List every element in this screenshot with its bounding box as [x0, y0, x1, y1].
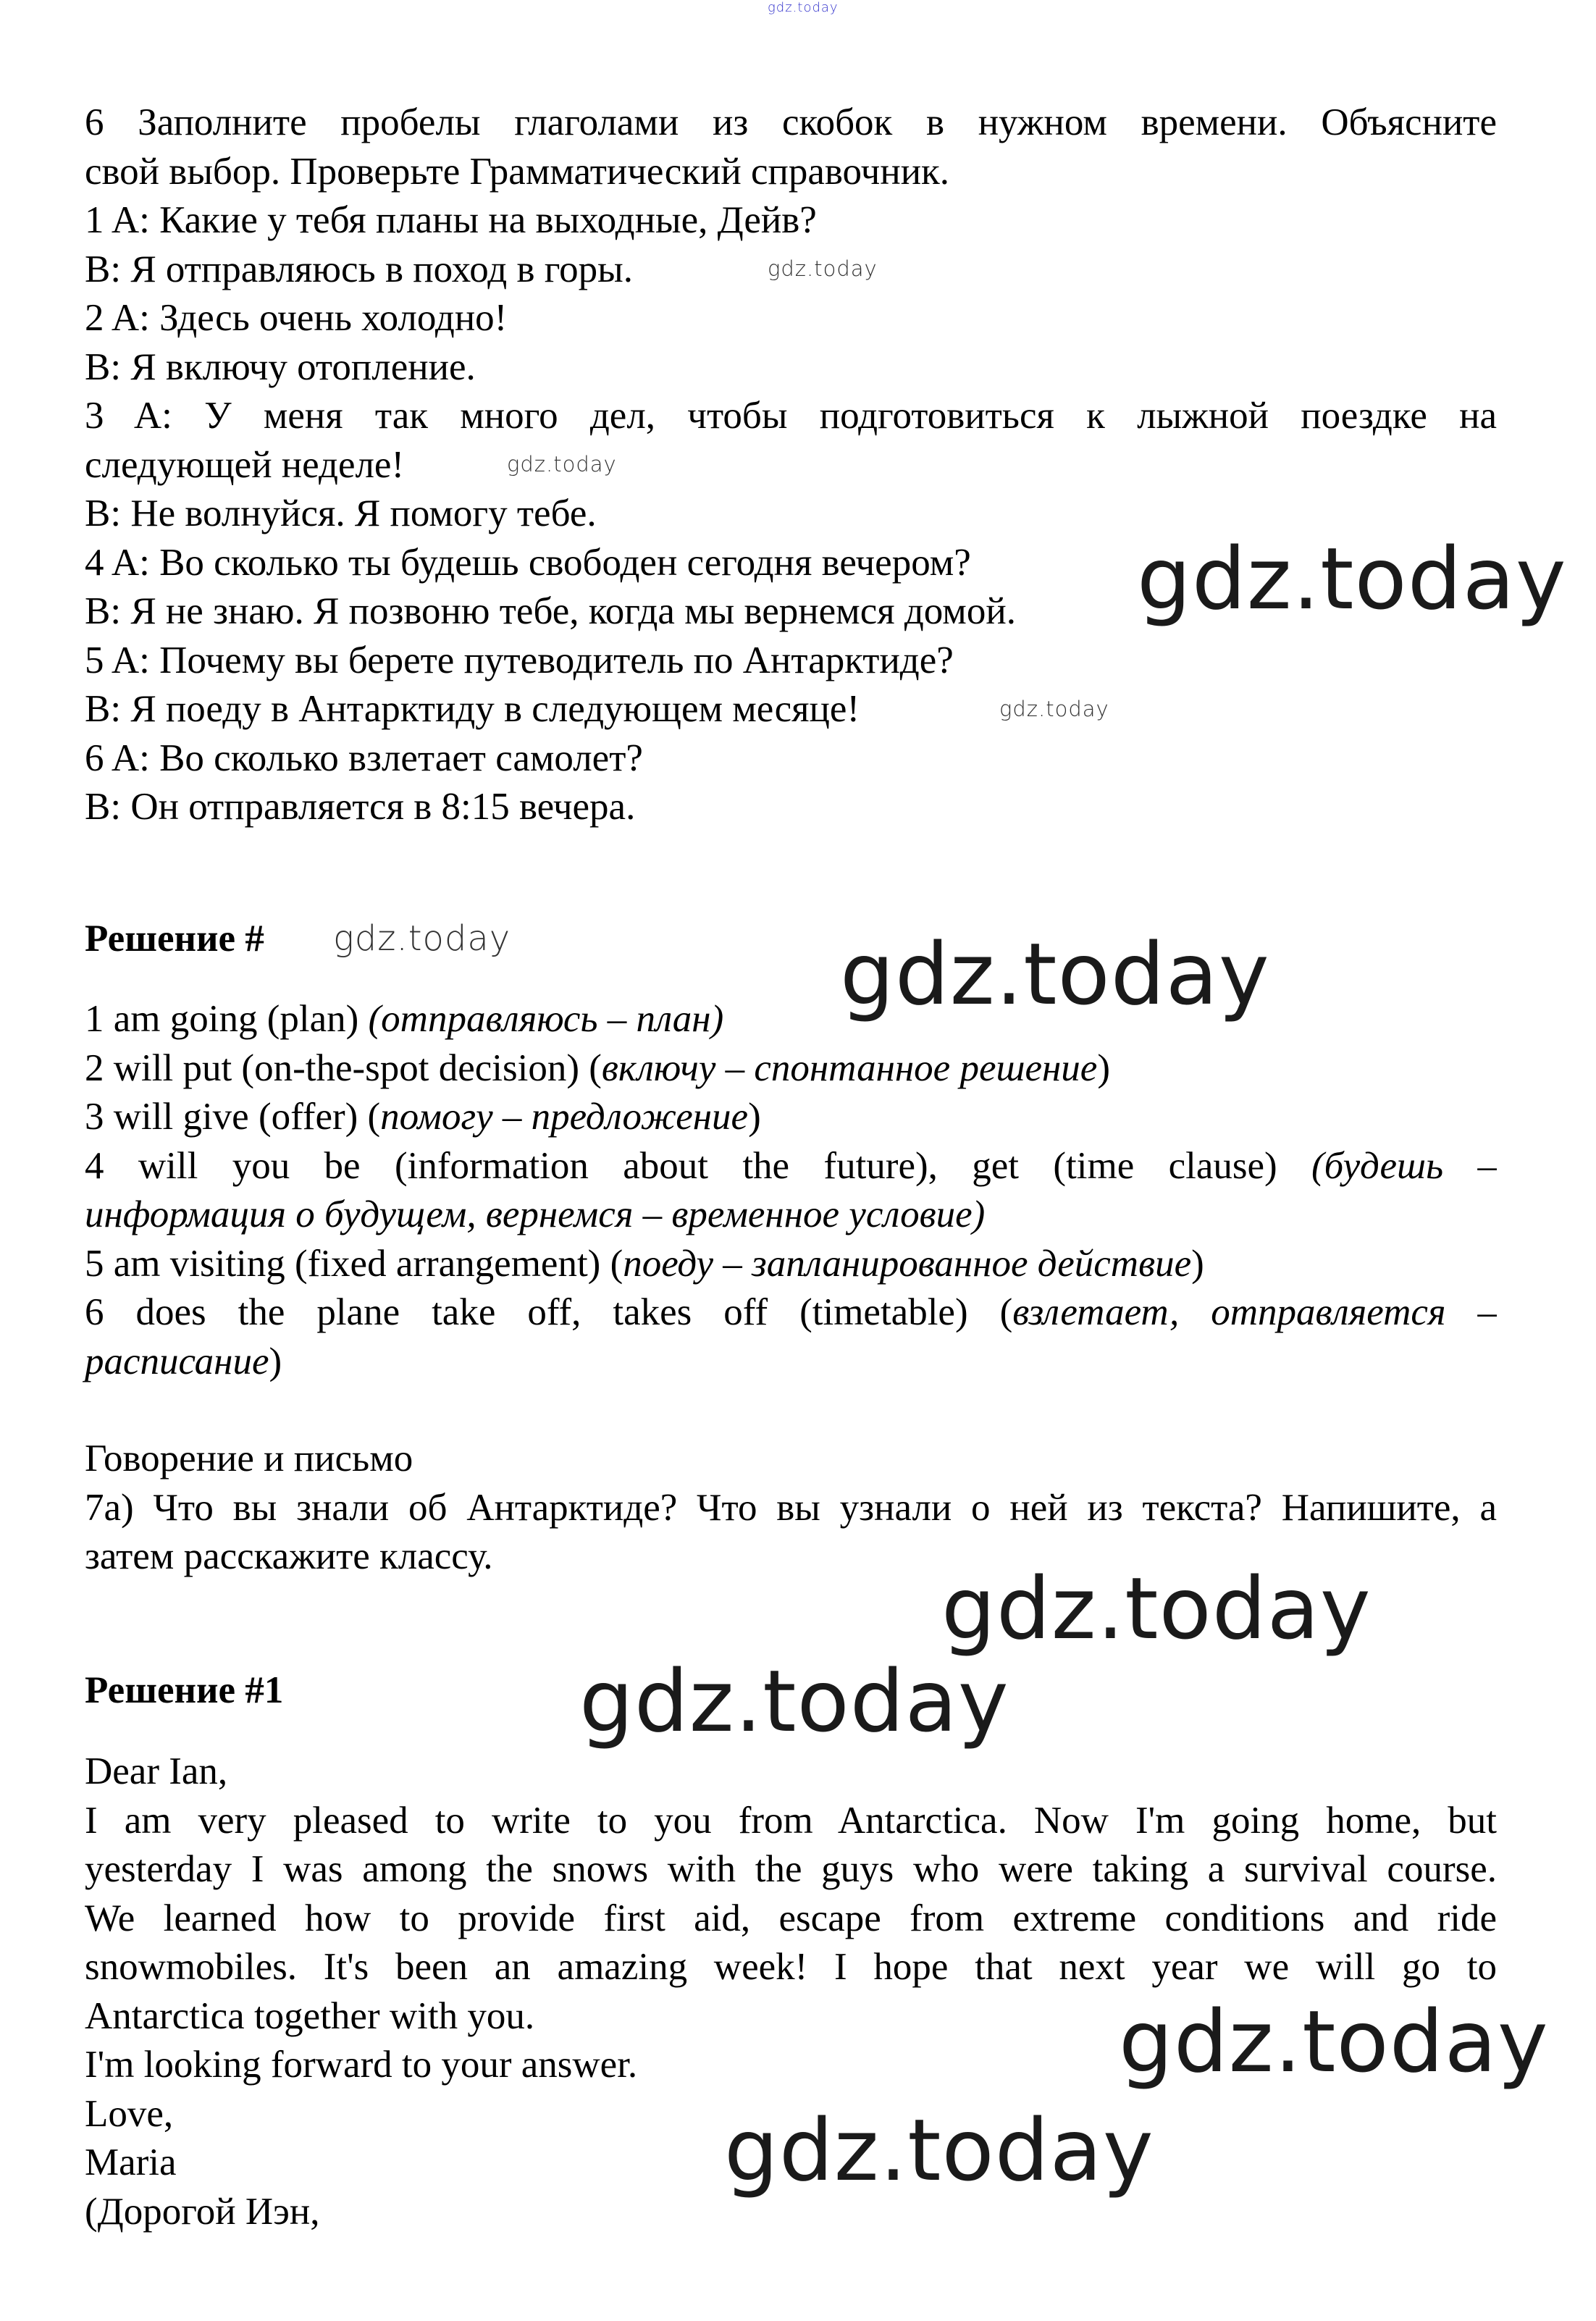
text-line — [85, 1240, 1204, 1289]
text-segment: B: Он отправляется в 8:15 вечера. — [85, 786, 636, 828]
text-segment: Говорение и письмо — [85, 1437, 413, 1480]
text-segment: I'm looking forward to your answer. — [85, 2044, 638, 2086]
text-segment: B: Я не знаю. Я позвоню тебе, когда мы вернемся домой. — [85, 590, 1016, 632]
text-line — [85, 294, 507, 343]
text-segment: 5 A: Почему вы берете путеводитель по Антарктиде? — [85, 639, 954, 681]
text-segment: ) — [748, 1096, 761, 1138]
text-line — [85, 1191, 985, 1240]
text-line — [85, 1532, 493, 1582]
text-line — [85, 995, 723, 1044]
text-segment: B: Я отправляюсь в поход в горы. — [85, 248, 634, 290]
text-segment: следующей неделе! — [85, 443, 405, 486]
solution-heading: Решение # — [85, 918, 264, 960]
exercise-text — [85, 98, 1497, 832]
text-line — [85, 148, 949, 197]
text-line — [85, 245, 633, 295]
text-line — [85, 441, 404, 490]
text-line — [85, 343, 476, 393]
text-line — [85, 1435, 413, 1484]
watermark-top: gdz.today — [768, 0, 839, 15]
text-segment: B: Не волнуйся. Я помогу тебе. — [85, 492, 597, 534]
text-segment: ) — [1191, 1242, 1204, 1285]
text-line — [85, 2090, 173, 2139]
text-segment: 1 A: Какие у тебя планы на выходные, Дейв? — [85, 199, 817, 241]
text-segment: I am very pleased to write to you from Antarctica. Now I'm going home, but — [85, 1799, 1497, 1842]
solution-1-heading: Решение #1 — [85, 1669, 284, 1711]
text-line — [85, 734, 643, 784]
text-segment: 6 A: Во сколько взлетает самолет? — [85, 736, 643, 779]
text-segment: 2 will put (on-the-spot decision) ( — [85, 1046, 602, 1089]
italic-segment: (будешь – — [1311, 1144, 1497, 1187]
watermark: gdz.today — [579, 1651, 1009, 1751]
text-segment: 4 A: Во сколько ты будешь свободен сегодня вечером? — [85, 541, 971, 584]
italic-segment: расписание — [85, 1340, 269, 1382]
watermark: gdz.today — [840, 924, 1270, 1024]
watermark: gdz.today — [941, 1558, 1372, 1658]
text-line — [85, 2188, 319, 2237]
text-segment: свой выбор. Проверьте Грамматический справочник. — [85, 150, 950, 193]
text-segment: (Дорогой Иэн, — [85, 2190, 320, 2233]
text-segment: Dear Ian, — [85, 1750, 228, 1792]
text-line — [85, 685, 860, 734]
watermark: gdz.today — [724, 2100, 1154, 2200]
text-line — [85, 1484, 1497, 1533]
watermark: gdz.today — [1137, 529, 1567, 629]
watermark: gdz.today — [768, 256, 878, 281]
text-line — [85, 2139, 177, 2188]
text-line — [85, 1288, 1497, 1338]
text-segment: 6 Заполните пробелы глаголами из скобок в нужном времени. Объясните — [85, 101, 1497, 143]
text-segment: 4 will you be (information about the future), get (time clause) — [85, 1144, 1312, 1187]
watermark: gdz.today — [333, 918, 511, 959]
text-line — [85, 1943, 1497, 1992]
text-line — [85, 1894, 1497, 1944]
text-segment: 5 am visiting (fixed arrangement) ( — [85, 1242, 623, 1285]
italic-segment: (отправляюсь – план) — [368, 998, 724, 1040]
text-segment: 1 am going (plan) — [85, 998, 369, 1040]
text-line — [85, 1044, 1110, 1094]
text-line — [85, 2041, 637, 2090]
text-line — [85, 490, 597, 539]
italic-segment: включу – спонтанное решение — [601, 1046, 1098, 1089]
text-segment: 3 will give (offer) ( — [85, 1096, 381, 1138]
text-line — [85, 1845, 1497, 1894]
text-line — [85, 637, 954, 686]
italic-segment: взлетает, отправляется – — [1012, 1291, 1497, 1333]
text-segment: Antarctica together with you. — [85, 1994, 535, 2037]
text-segment: 7a) Что вы знали об Антарктиде? Что вы узнали о ней из текста? Напишите, а — [85, 1486, 1497, 1529]
text-segment: затем расскажите классу. — [85, 1535, 493, 1577]
italic-segment: информация о будущем, вернемся – временное условие) — [85, 1193, 986, 1235]
text-line — [85, 539, 971, 588]
text-segment: We learned how to provide first aid, escape from extreme conditions and ride — [85, 1897, 1497, 1939]
text-segment: B: Я поеду в Антарктиду в следующем месяце! — [85, 688, 860, 730]
text-segment: B: Я включу отопление. — [85, 345, 476, 388]
text-line — [85, 1747, 227, 1797]
text-line — [85, 1142, 1497, 1191]
text-segment: snowmobiles. It's been an amazing week! I hope that next year we will go to — [85, 1946, 1497, 1988]
text-line — [85, 1093, 761, 1142]
text-segment: ) — [1097, 1046, 1110, 1089]
text-segment: ) — [269, 1340, 282, 1382]
solution-section — [85, 915, 1497, 964]
text-line — [85, 392, 1497, 441]
text-segment: 6 does the plane take off, takes off (timetable) ( — [85, 1291, 1013, 1333]
italic-segment: поеду – запланированное действие — [623, 1242, 1192, 1285]
text-line — [85, 587, 1016, 637]
text-line — [85, 783, 635, 832]
watermark: gdz.today — [999, 697, 1109, 721]
watermark: gdz.today — [1119, 1991, 1549, 2091]
italic-segment: помогу – предложение — [380, 1096, 749, 1138]
text-segment: Maria — [85, 2141, 177, 2183]
text-line — [85, 1797, 1497, 1846]
solution-answers — [85, 995, 1497, 1386]
text-segment: Love, — [85, 2092, 174, 2135]
watermark: gdz.today — [507, 452, 617, 477]
text-segment: yesterday I was among the snows with the guys who were taking a survival course. — [85, 1848, 1497, 1890]
text-line — [85, 1338, 282, 1387]
text-line — [85, 98, 1497, 148]
text-segment: 2 A: Здесь очень холодно! — [85, 297, 508, 339]
text-line — [85, 196, 817, 245]
text-line — [85, 1992, 534, 2041]
text-segment: 3 A: У меня так много дел, чтобы подготовиться к лыжной поездке на — [85, 395, 1497, 437]
